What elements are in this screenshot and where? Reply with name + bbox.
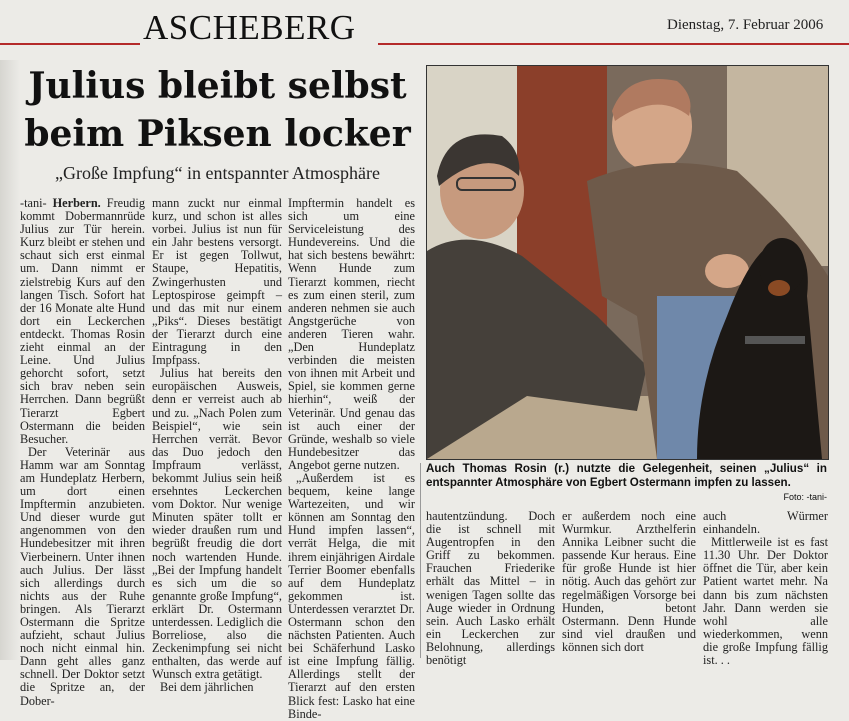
photo-caption <box>426 462 827 504</box>
byline: -tani- <box>20 196 47 210</box>
column-divider <box>420 463 421 658</box>
paragraph: Bei dem jährlichen <box>160 680 254 695</box>
paragraph: auch Würmer einhandeln. <box>703 509 828 537</box>
article-column-2 <box>152 197 282 695</box>
article-column-3 <box>288 197 415 721</box>
paragraph: Mittlerweile ist es fast 11.30 Uhr. Der Doktor öffnet die Tür, aber kein Patient wartet mehr. Na dann bis zum nächsten Jahr. Dann werden sie wohl alle wiederkommen, wenn die große Impfung fällig ist. . . <box>703 535 828 668</box>
paragraph: er außerdem noch eine Wurmkur. Arzthelferin Annika Leibner sucht die passende Kur heraus. Eine für große Hunde ist hier nötig. Auch das gehört zur regelmäßigen Vorsorge bei Hunden, betont Ostermann. Denn Hunde sind viel draußen und können sich dort <box>562 509 696 654</box>
dateline-place: Herbern. <box>52 196 101 210</box>
subheadline: „Große Impfung“ in entspannter Atmosphäre <box>55 163 380 183</box>
photo-illustration <box>427 66 828 459</box>
paragraph: „Außerdem ist es bequem, keine lange Wartezeiten, und wir können am Sonntag den Hund impfen lassen“, verrät Helga, die mit ihrem einjährigen Airdale Terrier Boomer ebenfalls auf dem Hundeplatz gekommen ist. Unterdessen verarztet Dr. Ostermann schon den nächsten Patienten. Auch bei Schäferhund Lasko ist eine Impfung fällig. Allerdings stellt der Tierarzt auf den ersten Blick fest: Lasko hat eine Binde- <box>288 470 415 721</box>
paragraph-text: Freudig kommt Dobermannrüde Julius zur Tür herein. Kurz bleibt er stehen und schaut sich erst einmal um. Dann nimmt er zielstrebig Kurs auf den langen Tisch. Sofort hat der 16 Monate alte Hund dort ein Leckerchen entdeckt. Thomas Rosin zieht einmal an der Leine. Und Julius gehorcht sofort, setzt sich brav neben sein Herrchen. Dann begrüßt Tierarzt Egbert Ostermann die beiden Besucher. <box>20 196 145 446</box>
header-rule-left <box>0 43 140 45</box>
article-column-5 <box>562 510 696 654</box>
section-title: ASCHEBERG <box>143 8 356 47</box>
headline-line-1: Julius bleibt selbst <box>28 65 407 107</box>
page-shadow <box>0 60 20 660</box>
paragraph <box>20 197 145 446</box>
paragraph: hautentzündung. Doch die ist schnell mit Augentropfen in den Griff zu bekommen. Frauchen Friederike erhält das Mittel – in wenigen Tagen sollte das Auge wieder in Ordnung sein. Auch Lasko erhält ein Leckerchen zur Belohnung, allerdings benötigt <box>426 509 555 668</box>
headline-line-2: beim Piksen locker <box>24 113 411 155</box>
paragraph: Julius hat bereits den europäischen Ausweis, denn er verreist auch ab und zu. „Nach Polen zum Beispiel“, wie sein Herrchen verrät. Bevor das Duo jedoch den Impfraum verlässt, bekommt Julius sein heiß ersehntes Leckerchen vom Doktor. Nur wenige Minuten später tollt er wieder draußen rum und begrüßt freudig die dort noch wartenden Hunde. „Bei der Impfung handelt es sich um die so genannte große Impfung“, erklärt Dr. Ostermann unterdessen. Lediglich die Borreliose, also die Zeckenimpfung sei nicht enthalten, das werde auf Wunsch extra getätigt. <box>152 366 282 682</box>
paragraph: Impftermin handelt es sich um eine Serviceleistung des Hundevereins. Und die hat sich bestens bewährt: Wenn Hunde zum Tierarzt kommen, riecht es zum einen steril, zum anderen nehmen sie auch Angstgerüche von anderen Tieren wahr. „Den Hundeplatz verbinden die meisten von ihnen mit Arbeit und Spiel, sie kommen gerne hierhin“, weiß der Veterinär. Und genau das ist auch einer der Gründe, weshalb so viele Hundebesitzer das Angebot gerne nutzen. <box>288 196 415 472</box>
caption-text: Auch Thomas Rosin (r.) nutzte die Gelegenheit, seinen „Julius“ in entspannter Atmosphäre von Egbert Ostermann impfen zu lassen. <box>426 462 827 489</box>
photo-credit: Foto: -tani- <box>783 492 827 502</box>
paragraph: mann zuckt nur einmal kurz, und schon ist alles vorbei. Julius ist nun für ein Jahr bestens versorgt. Er ist gegen Tollwut, Staupe, Hepatitis, Zwingerhusten und Leptospirose geimpft – und das mit nur einem „Piks“. Dieses bestätigt der Tierarzt durch eine Eintragung in den Impfpass. <box>152 196 282 368</box>
article-photo <box>426 65 829 460</box>
article-column-1 <box>20 197 145 708</box>
paragraph: Der Veterinär aus Hamm war am Sonntag am Hundeplatz Herbern, um dort einen Impftermin anzubieten. Und dieser wurde gut angenommen von den Hundebesitzer mit ihren Vierbeinern. Unter ihnen auch Julius. Der lässt sich allerdings durch nichts aus der Ruhe bringen. Als Tierarzt Ostermann die Spritze aufzieht, schaut Julius noch nicht einmal hin. Dann geht alles ganz schnell. Der Doktor setzt die Spritze an, der Dober- <box>20 444 145 708</box>
article-column-6 <box>703 510 828 667</box>
article-column-4 <box>426 510 555 667</box>
headline <box>20 62 415 158</box>
header-rule-right <box>378 43 849 45</box>
issue-date: Dienstag, 7. Februar 2006 <box>667 17 824 33</box>
